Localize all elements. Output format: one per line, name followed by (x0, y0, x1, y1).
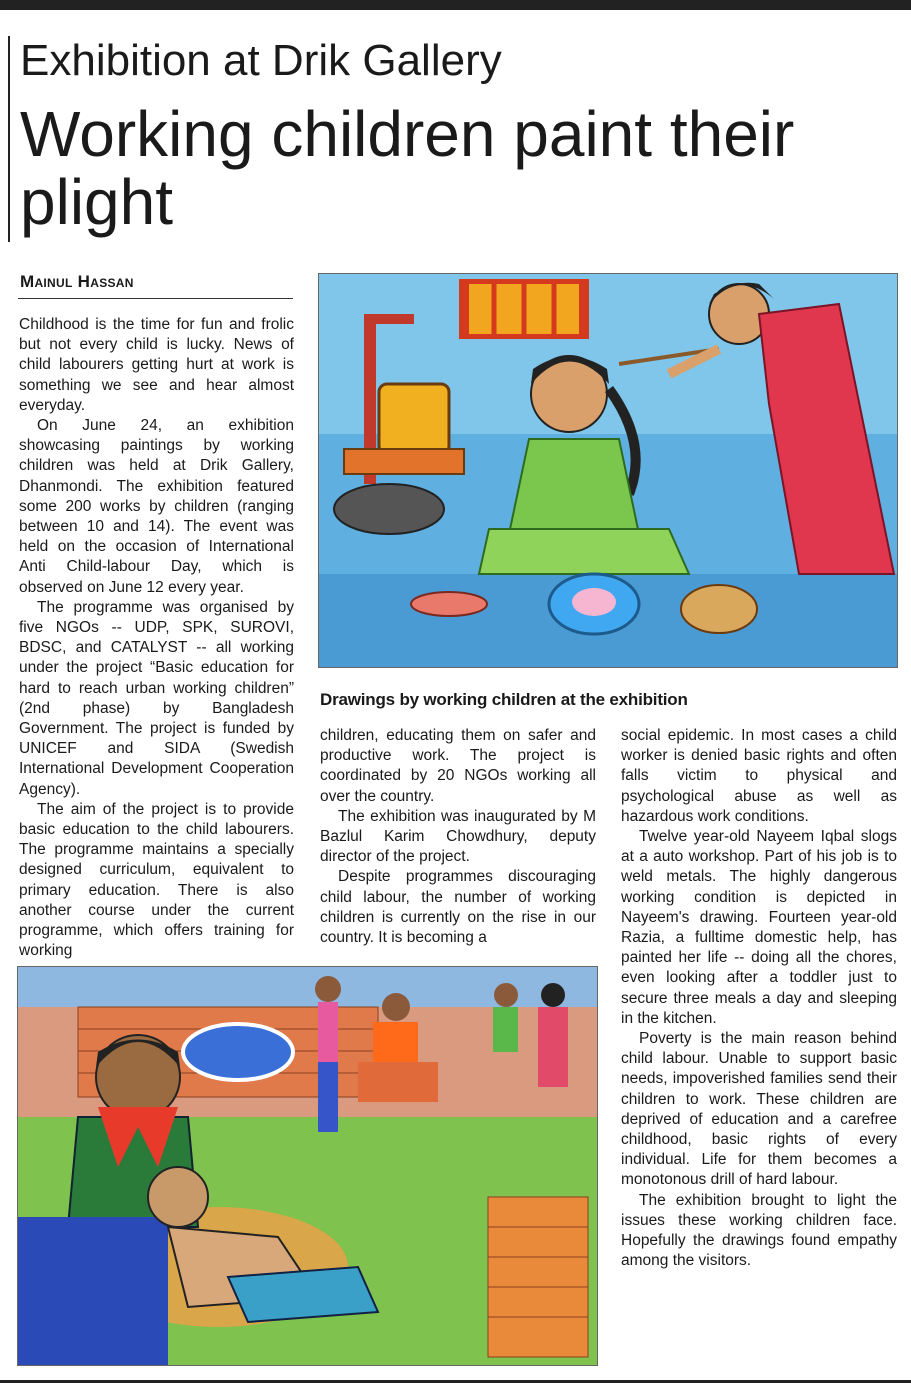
byline (20, 272, 134, 292)
painting-domestic-help-image (319, 274, 897, 667)
painting-workshop-image (18, 967, 597, 1365)
paragraph: The exhibition brought to light the issues these working children face. Hopefully the drawings found empathy among the visitors. (621, 1191, 897, 1270)
paragraph: On June 24, an exhibition showcasing paintings by working children was held at Drik Gallery, Dhanmondi. The exhibition featured some 200 works by children (ranging between 10 and 14). The event was held on the occasion of International Anti Child-labour Day, which is observed on June 12 every year. (19, 417, 294, 596)
painting-workshop (17, 966, 598, 1366)
paragraph: The exhibition was inaugurated by M Bazlul Karim Chowdhury, deputy director of the project. (320, 807, 596, 866)
column-3 (621, 726, 897, 1271)
bottom-rule (0, 1380, 911, 1383)
painting-domestic-help (318, 273, 898, 668)
column-1 (19, 315, 294, 962)
left-rule (8, 36, 10, 242)
headline: Working children paint their plight (20, 98, 795, 238)
byline-name: Mainul Hassan (20, 272, 134, 291)
kicker: Exhibition at Drik Gallery (20, 36, 502, 85)
top-rule (0, 0, 911, 10)
paragraph: The aim of the project is to provide basic education to the child labourers. The programme maintains a specially designed curriculum, equivalent to primary education. There is also another course under the current programme, which offers training for working (19, 800, 294, 960)
paragraph: Poverty is the main reason behind child labour. Unable to support basic needs, impoverished families send their children to work. These children are deprived of education and a carefree childhood, basic rights of every individual. Life for them becomes a monotonous drill of hard labour. (621, 1030, 897, 1189)
paragraph: The programme was organised by five NGOs -- UDP, SPK, SUROVI, BDSC, and CATALYST -- all working under the project “Basic education for hard to reach urban working children” (2nd phase) by Bangladesh Government. The project is funded by UNICEF and SIDA (Swedish International Development Cooperation Agency). (19, 598, 294, 798)
column-2 (320, 726, 596, 948)
paragraph: Twelve year-old Nayeem Iqbal slogs at a auto workshop. Part of his job is to weld metals. The highly dangerous working condition is depicted in Nayeem's drawing. Fourteen year-old Razia, a fulltime domestic help, has painted her life -- doing all the chores, even looking after a toddler just to secure three meals a day and sleeping in the kitchen. (621, 828, 897, 1027)
paragraph: Despite programmes discouraging child labour, the number of working children is currently on the rise in our country. It is becoming a (320, 868, 596, 947)
paragraph: children, educating them on safer and productive work. The project is coordinated by 20 NGOs working all over the country. (320, 727, 596, 805)
byline-rule (18, 298, 293, 299)
paragraph: Childhood is the time for fun and frolic but not every child is lucky. News of child labourers getting hurt at work is something we see and hear almost everyday. (19, 316, 294, 414)
photo-caption: Drawings by working children at the exhibition (320, 690, 688, 709)
paragraph: social epidemic. In most cases a child worker is denied basic rights and often falls victim to physical and psychological abuse as well as hazardous work conditions. (621, 727, 897, 825)
